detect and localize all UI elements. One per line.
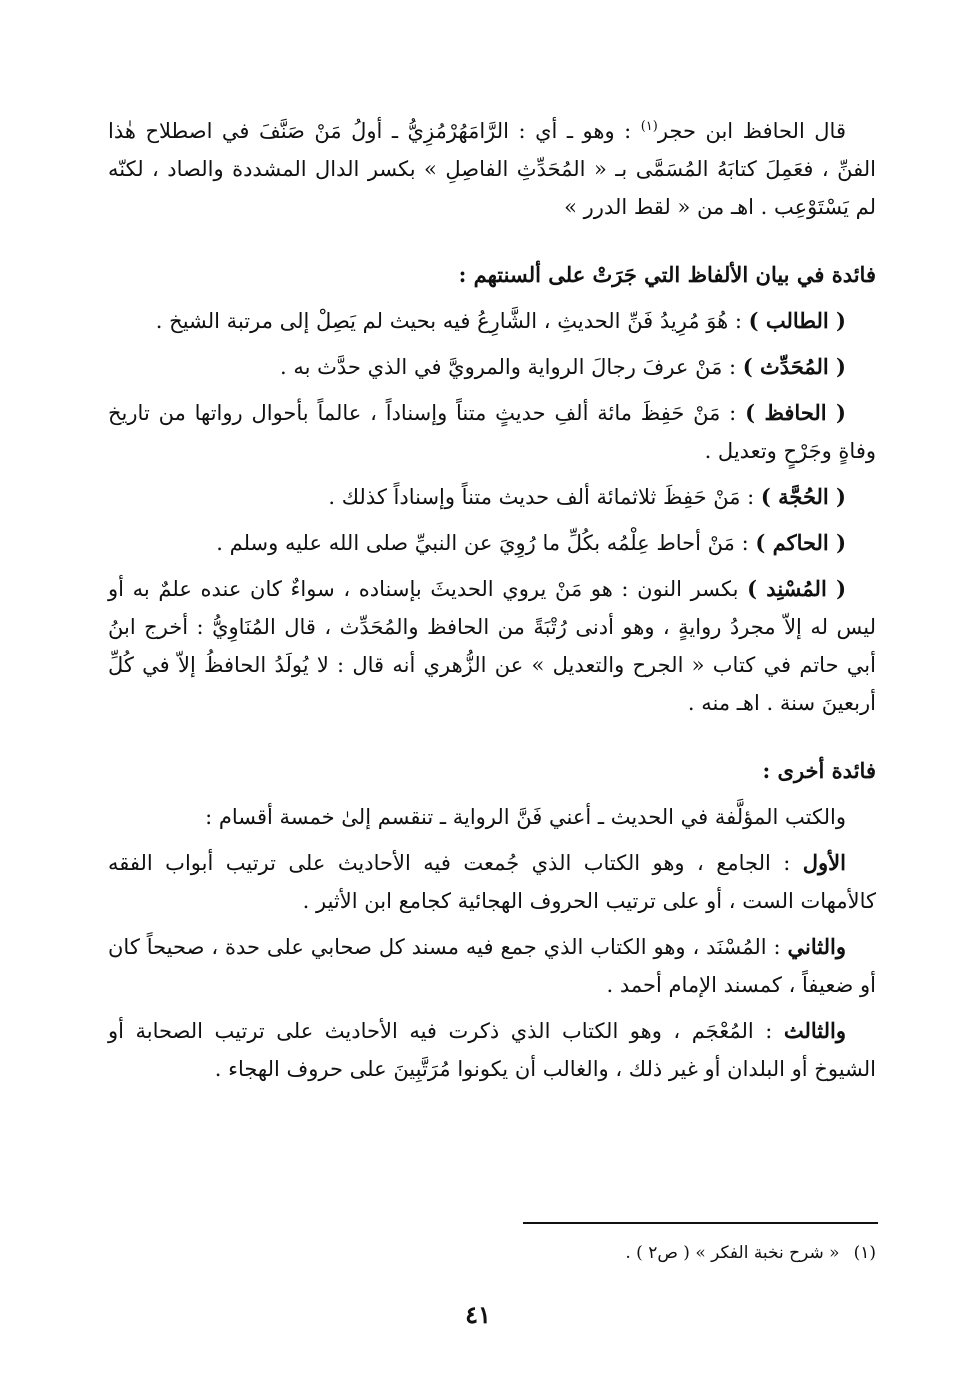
definition-item [108,570,876,722]
definition-text: : مَنْ حَفِظَ ثلاثمائة ألف حديث متناً وإسناداً كذلك . [328,485,761,509]
definition-item [108,394,876,470]
section2-lead: والكتب المؤلَّفة في الحديث ـ أعني فَنَّ الرواية ـ تنقسم إلىٰ خمسة أقسام : [205,805,846,829]
main-text [108,108,876,1088]
book-type-term: والثاني [787,934,846,959]
footnote-marker: (١) [640,119,658,134]
intro-text-end: : وهو ـ أي : الرَّامَهُرْمُزِيُّ ـ أولُ مَنْ صَنَّفَ في اصطلاح هٰذا الفنِّ ، فعَمِلَ كتابَهُ المُسَمَّى بـ « المُحَدِّثِ الفاصِلِ » بكسر الدال المشددة والصاد ، لكنّه لم يَسْتَوْعِب . اهـ من « لقط الدرر » [108,119,876,219]
definition-text: : مَنْ حَفِظَ مائة ألفِ حديثٍ متناً وإسناداً ، عالماً بأحوال رواتها من تاريخ وفاةٍ وجَرْحٍ وتعديل . [108,401,876,463]
intro-paragraph [108,108,876,226]
intro-text-start: قال الحافظ ابن حجر [657,119,846,143]
page-number: ٤١ [465,1300,491,1329]
book-type-item [108,1012,876,1088]
definition-term: ( الطالب ) [748,308,846,333]
book-type-item [108,844,876,920]
definition-item [108,302,876,340]
book-type-term: والثالث [783,1018,846,1043]
book-type-text: : المُعْجَم ، وهو الكتاب الذي ذكرت فيه الأحاديث على ترتيب الصحابة أو الشيوخ أو البلدان أو غير ذلك ، والغالب أن يكونوا مُرَتَّبِينَ على حروف الهجاء . [108,1019,876,1081]
section1-heading: فائدة في بيان الألفاظ التي جَرَتْ على ألسنتهم : [458,262,876,287]
definition-term: ( الحافظ ) [745,400,846,425]
definition-item [108,478,876,516]
book-type-item [108,928,876,1004]
definition-text: : مَنْ أحاط عِلْمُه بكُلِّ ما رُوِيَ عن النبيِّ صلى الله عليه وسلم . [216,531,756,555]
definition-text: بكسر النون : هو مَنْ يروي الحديثَ بإسناده ، سواءٌ كان عنده علمٌ به أو ليس له إلاّ مجردُ روايةٍ ، وهو أدنى رُتْبَةً من الحافظ والمُحَدِّث ، قال المُنَاوِيُّ : أخرج ابنُ أبي حاتم في كتاب « الجرح والتعديل » عن الزُّهري أنه قال : لا يُولَدُ الحافظُ إلاّ في كُلِّ أربعينَ سنة . اهـ منه . [108,577,876,715]
definition-item [108,524,876,562]
definition-term: ( الحاكم ) [755,530,846,555]
section2-heading: فائدة أخرى : [762,758,876,783]
definition-term: ( المُسْنِد ) [747,576,847,601]
definition-term: ( المُحَدِّث ) [742,354,846,379]
book-type-text: : الجامع ، وهو الكتاب الذي جُمعت فيه الأحاديث على ترتيب أبواب الفقه كالأمهات الست ، أو على ترتيب الحروف الهجائية كجامع ابن الأثير . [108,851,876,913]
definition-item [108,348,876,386]
footnote [276,1240,876,1266]
book-type-text: : المُسْنَد ، وهو الكتاب الذي جمع فيه مسند كل صحابي على حدة ، صحيحاً كان أو ضعيفاً ، كمسند الإمام أحمد . [108,935,876,997]
footnote-divider [523,1222,878,1224]
footnote-text: « شرح نخبة الفكر » ( ص٢ ) . [625,1243,840,1263]
book-type-term: الأول [802,850,846,875]
definition-text: : مَنْ عرفَ رجالَ الرواية والمرويَّ في الذي حدَّث به . [280,355,743,379]
definition-term: ( الحُجَّة ) [760,484,846,509]
definition-text: : هُوَ مُرِيدُ فَنِّ الحديثِ ، الشَّارِعُ فيه بحيث لم يَصِلْ إلى مرتبة الشيخ . [155,309,749,333]
footnote-number: (١) [853,1243,876,1263]
